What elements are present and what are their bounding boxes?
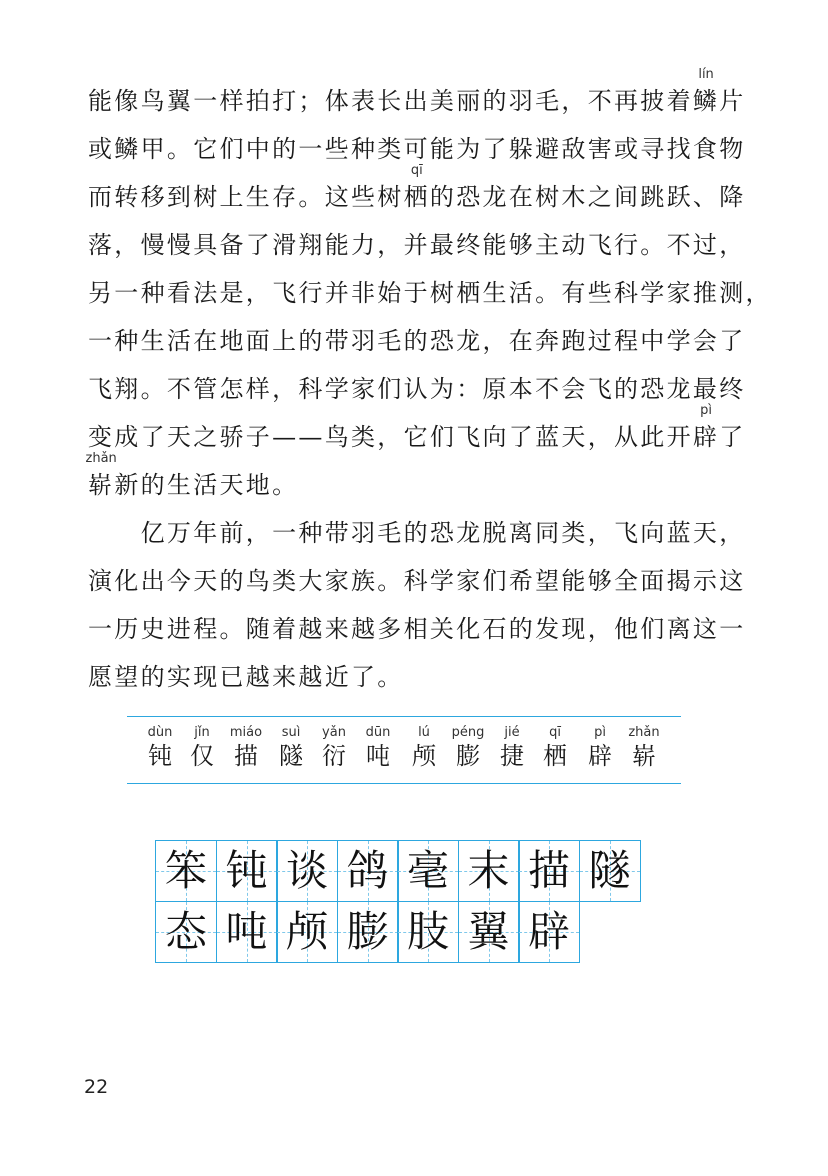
text-line — [88, 377, 746, 401]
grid-cell — [337, 840, 399, 902]
text-segment: 或鳞甲。它们中的一些种类可能为了躲避敌害或寻找食物 — [88, 135, 746, 163]
pinyin-annotation: qī — [410, 163, 423, 178]
word-character: 捷 — [500, 742, 524, 770]
grid-cell — [276, 840, 338, 902]
word-character: 颅 — [412, 742, 436, 770]
grid-character: 末 — [467, 846, 510, 895]
word-pinyin: dūn — [365, 725, 391, 740]
writing-grid — [155, 840, 639, 961]
grid-character: 肢 — [406, 906, 449, 956]
word-character: 描 — [234, 742, 258, 770]
word-character: 辟 — [588, 742, 612, 770]
text-line — [88, 163, 746, 211]
grid-cell — [397, 840, 459, 902]
vocabulary-word — [140, 726, 180, 770]
word-character: 栖 — [543, 742, 567, 770]
character: 栖 — [403, 183, 430, 211]
vocabulary-word — [404, 726, 444, 770]
text-segment: 演化出今天的鸟类大家族。科学家们希望能够全面揭示这 — [88, 567, 746, 595]
word-character: 膨 — [456, 742, 480, 770]
word-pinyin: qī — [549, 725, 561, 740]
vocabulary-word — [182, 726, 222, 770]
vocabulary-word — [492, 726, 532, 770]
grid-character: 描 — [527, 846, 570, 895]
grid-cell — [155, 901, 217, 963]
vocabulary-word — [535, 726, 575, 770]
grid-cell — [216, 840, 278, 902]
text-segment: 的恐龙在树木之间跳跃、降 — [429, 183, 746, 211]
vocabulary-word — [448, 726, 488, 770]
grid-row — [155, 840, 639, 901]
page-number: 22 — [84, 1076, 109, 1098]
word-pinyin: yǎn — [322, 725, 346, 740]
grid-cell — [518, 901, 580, 963]
grid-character: 隧 — [588, 846, 631, 895]
text-line — [88, 67, 746, 115]
grid-character: 谈 — [285, 846, 328, 895]
grid-cell — [337, 901, 399, 963]
word-pinyin: jǐn — [194, 725, 210, 740]
pinyin-annotation: pì — [700, 403, 712, 418]
word-pinyin: zhǎn — [628, 725, 660, 740]
text-segment: 亿万年前，一种带羽毛的恐龙脱离同类，飞向蓝天， — [88, 519, 746, 547]
text-segment: 了 — [719, 423, 746, 451]
text-line — [88, 137, 746, 161]
grid-character: 钝 — [225, 846, 268, 895]
grid-cell — [397, 901, 459, 963]
grid-character: 态 — [164, 906, 207, 956]
text-line — [88, 665, 404, 689]
text-line — [85, 451, 299, 499]
grid-character: 吨 — [225, 906, 268, 956]
grid-character: 膨 — [346, 906, 389, 956]
text-segment: 愿望的实现已越来越近了。 — [88, 663, 404, 691]
word-character: 隧 — [279, 742, 303, 770]
vocabulary-word — [358, 726, 398, 770]
text-segment: 一种生活在地面上的带羽毛的恐龙，在奔跑过程中学会了 — [88, 327, 746, 355]
word-character: 吨 — [366, 742, 390, 770]
word-pinyin: lú — [418, 725, 430, 740]
annotated-character — [403, 163, 430, 211]
text-line — [88, 233, 746, 257]
character: 辟 — [692, 423, 720, 451]
word-pinyin: dùn — [147, 725, 173, 740]
grid-character: 颅 — [285, 906, 328, 956]
word-character: 衍 — [322, 742, 346, 770]
text-segment: 飞翔。不管怎样，科学家们认为：原本不会飞的恐龙最终 — [88, 375, 746, 403]
grid-character: 毫 — [406, 846, 449, 895]
annotated-character — [692, 67, 720, 115]
text-line — [88, 403, 746, 451]
grid-cell — [155, 840, 217, 902]
text-segment: 而转移到树上生存。这些树 — [88, 183, 404, 211]
text-segment: 新的生活天地。 — [114, 471, 299, 499]
grid-cell — [518, 840, 580, 902]
text-segment: 能像鸟翼一样拍打；体表长出美丽的羽毛，不再披着 — [88, 87, 693, 115]
annotated-character — [85, 451, 117, 499]
text-segment: 落，慢慢具备了滑翔能力，并最终能够主动飞行。不过， — [88, 231, 746, 259]
text-segment: 另一种看法是，飞行并非始于树栖生活。有些科学家推测， — [88, 279, 772, 307]
grid-cell — [458, 840, 520, 902]
word-pinyin: pì — [594, 725, 606, 740]
text-line — [88, 521, 746, 545]
text-segment: 一历史进程。随着越来越多相关化石的发现，他们离这一 — [88, 615, 746, 643]
text-line — [88, 569, 746, 593]
vocabulary-word — [271, 726, 311, 770]
word-character: 仅 — [190, 742, 214, 770]
word-pinyin: miáo — [229, 725, 263, 740]
text-line — [88, 617, 746, 641]
grid-row — [155, 901, 639, 962]
grid-cell — [579, 840, 641, 902]
text-line — [88, 329, 746, 353]
vocabulary-word — [624, 726, 664, 770]
word-character: 钝 — [148, 742, 172, 770]
grid-cell — [276, 901, 338, 963]
character: 崭 — [88, 471, 115, 499]
vocabulary-bottom-rule — [127, 783, 681, 784]
vocabulary-top-rule — [127, 716, 681, 717]
pinyin-annotation: zhǎn — [85, 451, 117, 466]
vocabulary-word — [580, 726, 620, 770]
grid-cell — [458, 901, 520, 963]
pinyin-annotation: lín — [698, 67, 714, 82]
vocabulary-word — [314, 726, 354, 770]
annotated-character — [692, 403, 720, 451]
character: 鳞 — [692, 87, 720, 115]
word-character: 崭 — [632, 742, 656, 770]
vocabulary-word — [226, 726, 266, 770]
text-segment: 变成了天之骄子——鸟类，它们飞向了蓝天，从此开 — [88, 423, 693, 451]
grid-character: 翼 — [467, 906, 510, 956]
word-pinyin: jié — [504, 725, 520, 740]
grid-cell — [216, 901, 278, 963]
grid-character: 辟 — [527, 906, 570, 956]
grid-character: 鸽 — [346, 846, 389, 895]
grid-character: 笨 — [164, 846, 207, 895]
word-pinyin: péng — [451, 725, 485, 740]
text-segment: 片 — [719, 87, 746, 115]
word-pinyin: suì — [281, 725, 301, 740]
vocabulary-strip — [140, 726, 670, 776]
text-line — [88, 281, 772, 305]
